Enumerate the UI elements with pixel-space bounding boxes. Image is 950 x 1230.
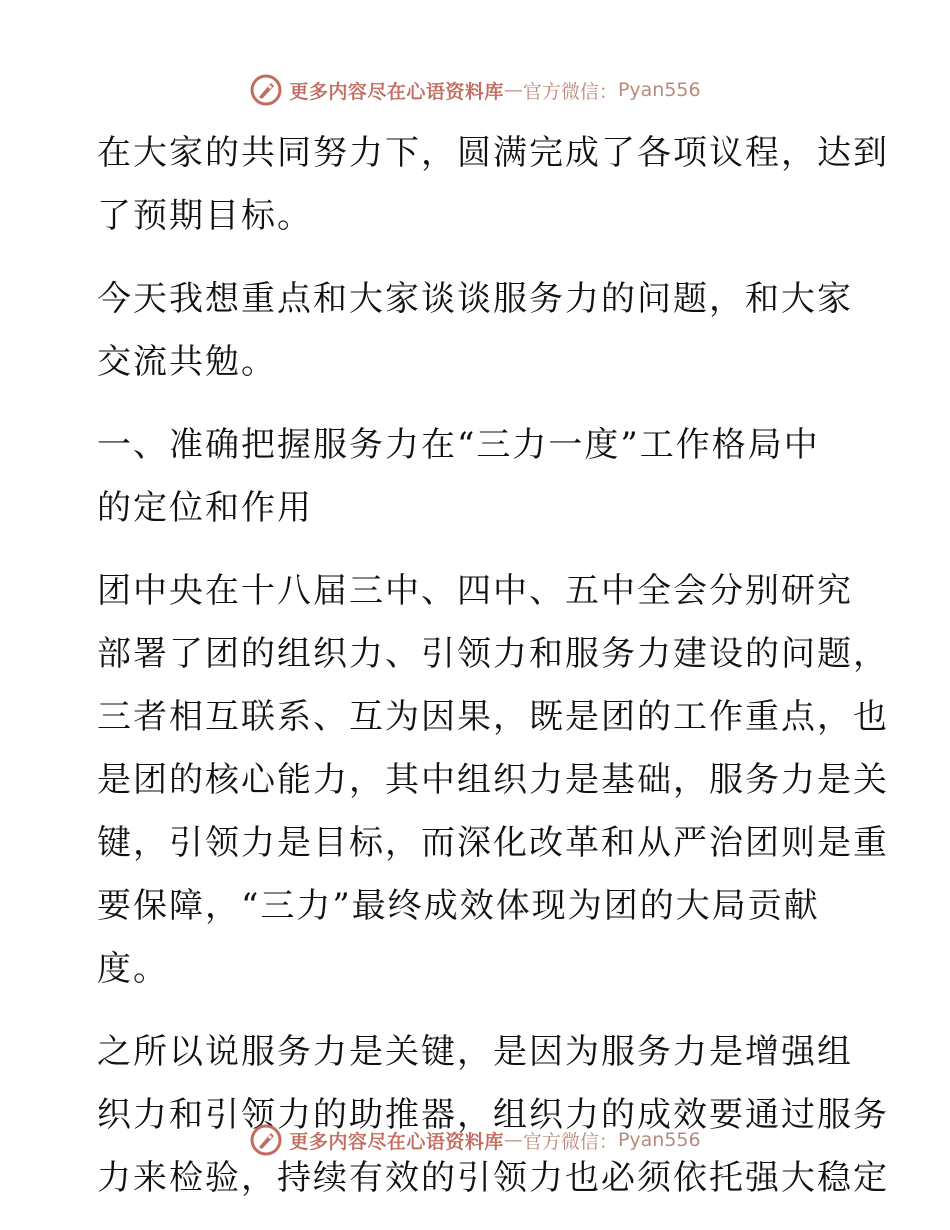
text-line: 一、准确把握服务力在“三力一度”工作格局中 bbox=[97, 425, 820, 465]
paragraph-1 bbox=[97, 122, 889, 248]
watermark-official-label: 官方微信： bbox=[522, 80, 618, 103]
text-line: 之所以说服务力是关键，是因为服务力是增强组 bbox=[97, 1032, 853, 1072]
text-line: 在大家的共同努力下，圆满完成了各项议程，达到 bbox=[97, 133, 889, 173]
text-line: 的定位和作用 bbox=[97, 488, 313, 528]
text-line: 三者相互联系、互为因果，既是团的工作重点，也 bbox=[97, 697, 889, 737]
text-line: 要保障，“三力”最终成效体现为团的大局贡献 bbox=[97, 886, 820, 926]
text-line: 织力和引领力的助推器，组织力的成效要通过服务 bbox=[97, 1095, 889, 1135]
watermark-separator: — bbox=[503, 79, 523, 101]
footer-watermark bbox=[0, 1120, 950, 1160]
text-line: 是团的核心能力，其中组织力是基础，服务力是关 bbox=[97, 760, 889, 800]
text-line: 团中央在十八届三中、四中、五中全会分别研究 bbox=[97, 571, 853, 611]
watermark-brand: 更多内容尽在心语资料库 bbox=[289, 80, 504, 103]
watermark-brand: 更多内容尽在心语资料库 bbox=[289, 1130, 504, 1153]
paragraph-2 bbox=[97, 268, 857, 394]
text-line: 键，引领力是目标，而深化改革和从严治团则是重 bbox=[97, 823, 889, 863]
text-line: 今天我想重点和大家谈谈服务力的问题，和大家 bbox=[97, 279, 853, 319]
text-line: 度。 bbox=[97, 949, 169, 989]
pen-nib-icon bbox=[249, 73, 283, 107]
pen-nib-icon bbox=[249, 1123, 283, 1157]
watermark-account: Pyan556 bbox=[617, 79, 701, 101]
document-body bbox=[97, 122, 889, 1230]
text-line: 力来检验，持续有效的引领力也必须依托强大稳定 bbox=[97, 1158, 889, 1198]
paragraph-3 bbox=[97, 560, 889, 1001]
section-heading bbox=[97, 414, 857, 540]
text-line: 部署了团的组织力、引领力和服务力建设的问题， bbox=[97, 634, 889, 674]
paragraph-4 bbox=[97, 1021, 889, 1210]
text-line: 交流共勉。 bbox=[97, 342, 277, 382]
watermark-separator: — bbox=[503, 1129, 523, 1151]
watermark-official-label: 官方微信： bbox=[522, 1130, 618, 1153]
text-line: 了预期目标。 bbox=[97, 196, 313, 236]
header-watermark bbox=[0, 70, 950, 110]
watermark-account: Pyan556 bbox=[617, 1129, 701, 1151]
